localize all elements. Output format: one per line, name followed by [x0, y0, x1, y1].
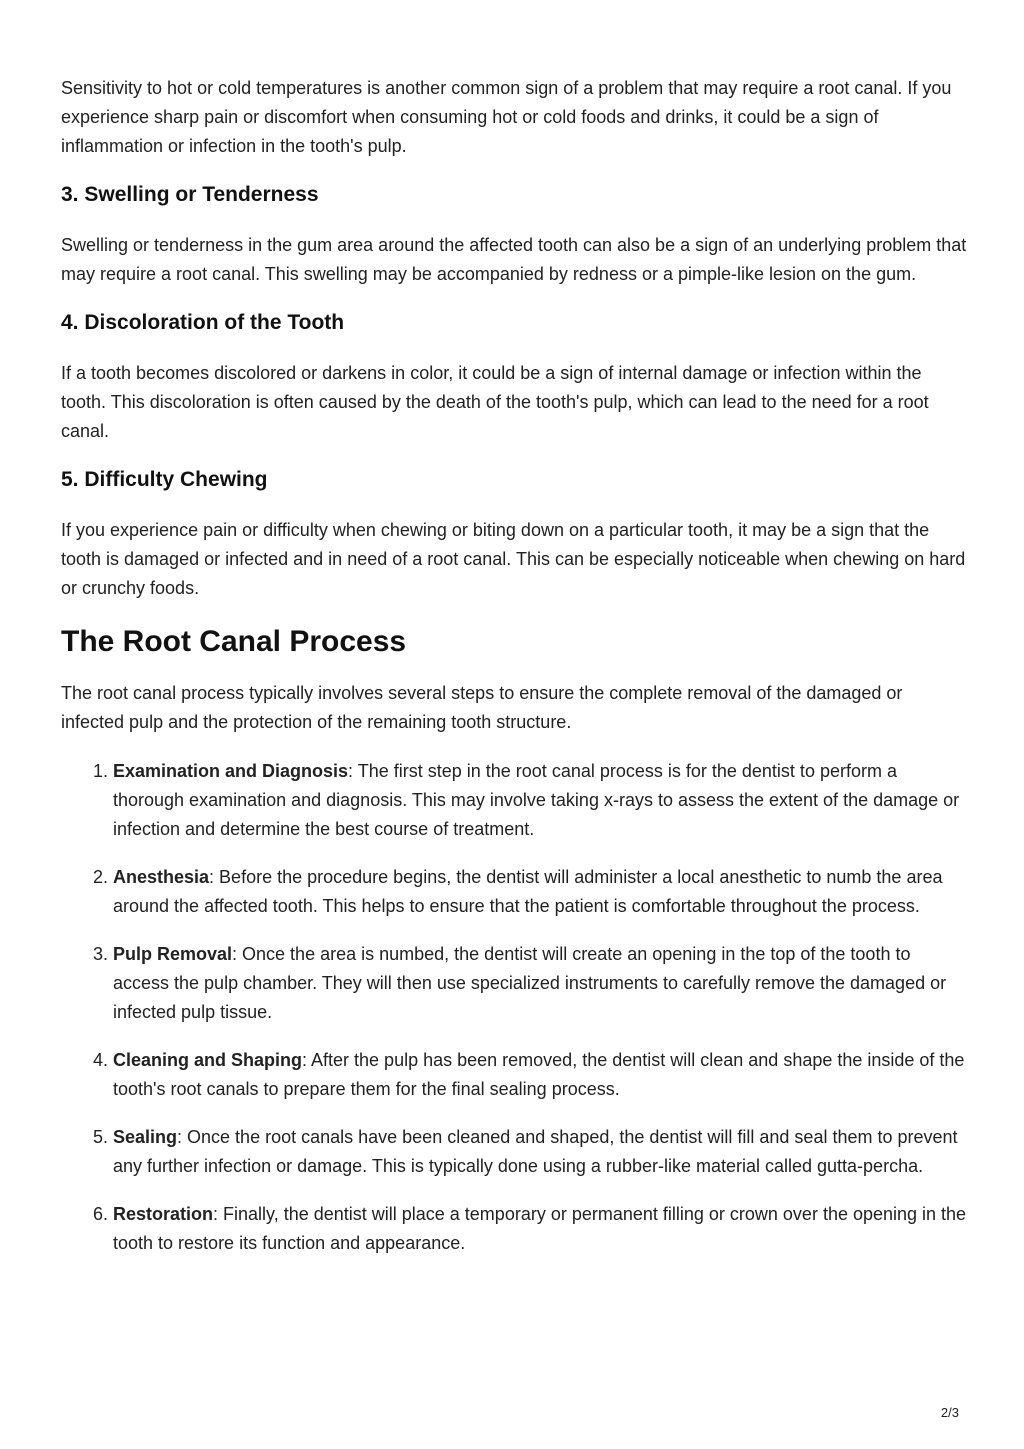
intro-paragraph: Sensitivity to hot or cold temperatures is another common sign of a problem that may require a root canal. If you experience sharp pain or discomfort when consuming hot or cold foods and drinks, it could be a sign of inflammation or infection in the tooth's pulp.	[61, 78, 952, 156]
step-text: : Before the procedure begins, the dentist will administer a local anesthetic to numb the area around the affected tooth. This helps to ensure that the patient is comfortable throughout the process.	[113, 867, 943, 916]
step-text: : The first step in the root canal process is for the dentist to perform a thorough examination and diagnosis. This may involve taking x-rays to assess the extent of the damage or infection and determine the best course of treatment.	[113, 761, 960, 839]
process-steps-list	[61, 757, 967, 1258]
process-intro: The root canal process typically involves several steps to ensure the complete removal of the damaged or infected pulp and the protection of the remaining tooth structure.	[61, 683, 903, 732]
document-page	[61, 74, 967, 1277]
process-step	[113, 1046, 967, 1104]
section-body-swelling: Swelling or tenderness in the gum area around the affected tooth can also be a sign of an underlying problem that may require a root canal. This swelling may be accompanied by redness or a pimple-like lesion on the gum.	[61, 235, 967, 284]
step-term: Restoration	[113, 1204, 214, 1224]
section-heading-swelling: 3. Swelling or Tenderness	[61, 183, 319, 206]
process-title: The Root Canal Process	[61, 625, 407, 658]
step-text: : Once the area is numbed, the dentist will create an opening in the top of the tooth to access the pulp chamber. They will then use specialized instruments to carefully remove the damaged or infected pulp tissue.	[113, 944, 947, 1022]
step-term: Cleaning and Shaping	[113, 1050, 303, 1070]
step-text: : After the pulp has been removed, the dentist will clean and shape the inside of the tooth's root canals to prepare them for the final sealing process.	[113, 1050, 965, 1099]
process-step	[113, 1123, 967, 1181]
process-step	[113, 1200, 967, 1258]
section-heading-discoloration: 4. Discoloration of the Tooth	[61, 311, 345, 334]
section-body-discoloration: If a tooth becomes discolored or darkens in color, it could be a sign of internal damage or infection within the tooth. This discoloration is often caused by the death of the tooth's pulp, which can lead to the need for a root canal.	[61, 363, 929, 441]
step-text: : Once the root canals have been cleaned and shaped, the dentist will fill and seal them to prevent any further infection or damage. This is typically done using a rubber-like material called gutta-percha.	[113, 1127, 958, 1176]
step-term: Examination and Diagnosis	[113, 761, 349, 781]
page-number: 2/3	[940, 1405, 959, 1420]
section-heading-chewing: 5. Difficulty Chewing	[61, 468, 268, 491]
section-body-chewing: If you experience pain or difficulty when chewing or biting down on a particular tooth, it may be a sign that the tooth is damaged or infected and in need of a root canal. This can be especially noticeable when chewing on hard or crunchy foods.	[61, 520, 966, 598]
step-text: : Finally, the dentist will place a temporary or permanent filling or crown over the opening in the tooth to restore its function and appearance.	[113, 1204, 967, 1253]
process-step	[113, 863, 967, 921]
process-step	[113, 757, 967, 844]
step-term: Pulp Removal	[113, 944, 233, 964]
step-term: Anesthesia	[113, 867, 210, 887]
step-term: Sealing	[113, 1127, 178, 1147]
process-step	[113, 940, 967, 1027]
